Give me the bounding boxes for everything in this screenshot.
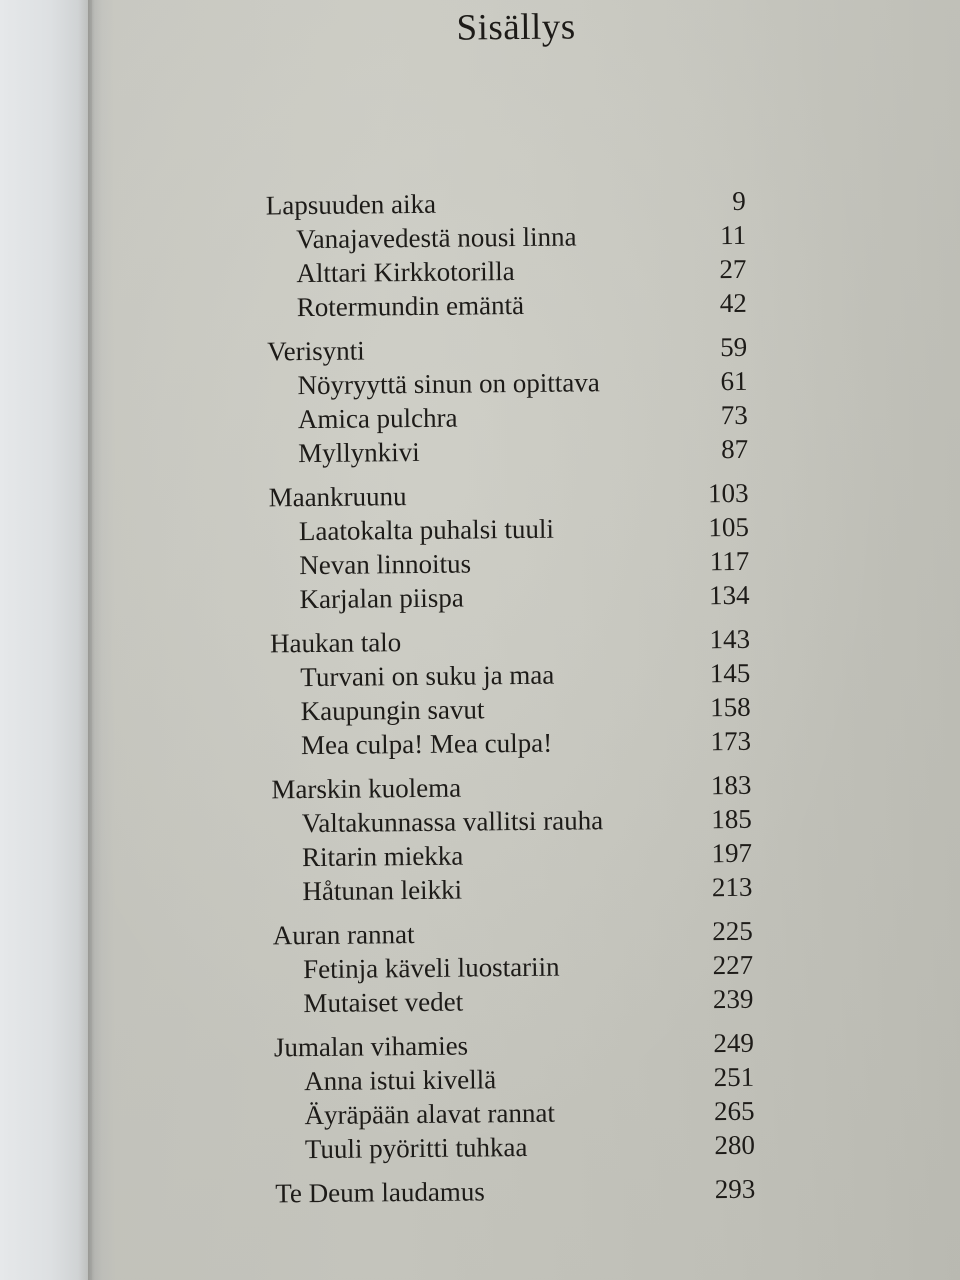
toc-entry (273, 948, 753, 987)
toc-page-number: 11 (719, 219, 747, 251)
toc-page-number: 183 (710, 769, 752, 801)
toc-page-number: 117 (709, 545, 750, 577)
toc-page-number: 143 (709, 623, 751, 655)
toc-page-number: 103 (707, 477, 749, 509)
toc-entry (270, 656, 750, 695)
toc-entry (272, 870, 752, 909)
toc-section (266, 184, 747, 325)
toc-part-title: Lapsuuden aika (265, 188, 437, 221)
toc-section (270, 622, 751, 763)
toc-part-title: Auran rannat (272, 919, 415, 951)
toc-page-number: 105 (708, 511, 750, 543)
toc-entry-title: Vanajavedestä nousi linna (295, 221, 577, 255)
toc-part-title: Maankruunu (268, 481, 407, 513)
toc-part-title: Jumalan vihamies (273, 1030, 469, 1063)
toc-page-number: 239 (712, 983, 754, 1015)
toc-page-number: 185 (711, 803, 752, 835)
book-gutter-shadow (88, 0, 102, 1280)
toc-page-number: 249 (713, 1027, 755, 1059)
toc-page-number: 9 (732, 185, 746, 216)
toc-page-number: 158 (710, 691, 751, 723)
toc-entry (273, 982, 753, 1021)
toc-entry-title: Nevan linnoitus (299, 548, 472, 581)
toc-part-heading (266, 184, 746, 223)
toc-entry (271, 724, 751, 763)
toc-part-heading (275, 1172, 755, 1211)
page-title: Sisällys (456, 6, 576, 49)
toc-entry-title: Nöyryyttä sinun on opittava (297, 367, 600, 401)
toc-page-number: 27 (719, 253, 747, 285)
toc-page-number: 265 (713, 1095, 755, 1127)
toc-entry (268, 432, 748, 471)
facing-page-edge (0, 0, 92, 1280)
toc-entry (267, 286, 747, 325)
toc-part-title: Haukan talo (269, 627, 402, 659)
toc-entry (275, 1128, 755, 1167)
toc-section (275, 1172, 755, 1211)
toc-entry-title: Mea culpa! Mea culpa! (300, 727, 553, 761)
toc-entry-title: Karjalan piispa (299, 582, 464, 615)
toc-entry-title: Alttari Kirkkotorilla (296, 256, 515, 289)
toc-entry (266, 252, 746, 291)
toc-section (271, 768, 752, 909)
toc-part-heading (271, 768, 751, 807)
toc-entry-title: Fetinja käveli luostariin (303, 951, 560, 985)
toc-part-heading (273, 914, 753, 953)
toc-page-number: 227 (712, 949, 754, 981)
toc-part-heading (270, 622, 750, 661)
toc-entry (272, 802, 752, 841)
toc-entry-title: Mutaiset vedet (303, 986, 464, 1019)
toc-entry-title: Ritarin miekka (301, 840, 464, 873)
toc-entry-title: Kaupungin savut (300, 694, 485, 727)
book-page (92, 0, 960, 1280)
toc-section (268, 476, 749, 617)
toc-entry-title: Anna istui kivellä (304, 1064, 497, 1097)
toc-entry (269, 578, 749, 617)
toc-part-heading (274, 1026, 754, 1065)
toc-entry-title: Valtakunnassa vallitsi rauha (301, 805, 604, 839)
toc-entry-title: Rotermundin emäntä (296, 289, 525, 323)
toc-page-number: 251 (713, 1061, 755, 1093)
toc-entry (269, 510, 749, 549)
toc-page-number: 213 (711, 871, 753, 903)
toc-section (267, 330, 748, 471)
toc-page-number: 197 (711, 837, 753, 869)
toc-entry (266, 218, 746, 257)
toc-page-number: 145 (709, 657, 751, 689)
toc-part-title: Marskin kuolema (271, 772, 462, 805)
toc-page-number: 293 (714, 1173, 756, 1205)
toc-part-heading (268, 476, 748, 515)
toc-part-title: Te Deum laudamus (275, 1176, 485, 1209)
toc-entry (274, 1060, 754, 1099)
toc-section (273, 914, 754, 1021)
toc-entry-title: Turvani on suku ja maa (300, 659, 555, 693)
toc-page-number: 225 (712, 915, 753, 947)
toc-entry-title: Äyräpään alavat rannat (304, 1097, 556, 1131)
toc-page-number: 42 (719, 287, 747, 319)
toc-page-number: 73 (720, 399, 748, 431)
toc-entry (274, 1094, 754, 1133)
toc-part-heading (267, 330, 747, 369)
toc-entry (267, 364, 747, 403)
table-of-contents (266, 184, 756, 1221)
toc-page-number: 173 (710, 725, 752, 757)
toc-entry (272, 836, 752, 875)
toc-entry-title: Laatokalta puhalsi tuuli (298, 513, 555, 547)
toc-entry-title: Håtunan leikki (302, 874, 463, 907)
toc-entry (269, 544, 749, 583)
toc-page-number: 280 (714, 1129, 756, 1161)
toc-entry-title: Tuuli pyöritti tuhkaa (304, 1131, 528, 1165)
toc-page-number: 87 (721, 433, 749, 465)
toc-page-number: 61 (720, 365, 748, 397)
toc-page-number: 59 (720, 331, 748, 363)
toc-entry-title: Amica pulchra (297, 402, 458, 435)
toc-entry-title: Myllynkivi (298, 436, 420, 469)
toc-section (274, 1026, 755, 1167)
toc-page-number: 134 (708, 579, 750, 611)
page-content (86, 0, 960, 1280)
toc-entry (268, 398, 748, 437)
toc-part-title: Verisynti (267, 335, 365, 367)
toc-entry (271, 690, 751, 729)
